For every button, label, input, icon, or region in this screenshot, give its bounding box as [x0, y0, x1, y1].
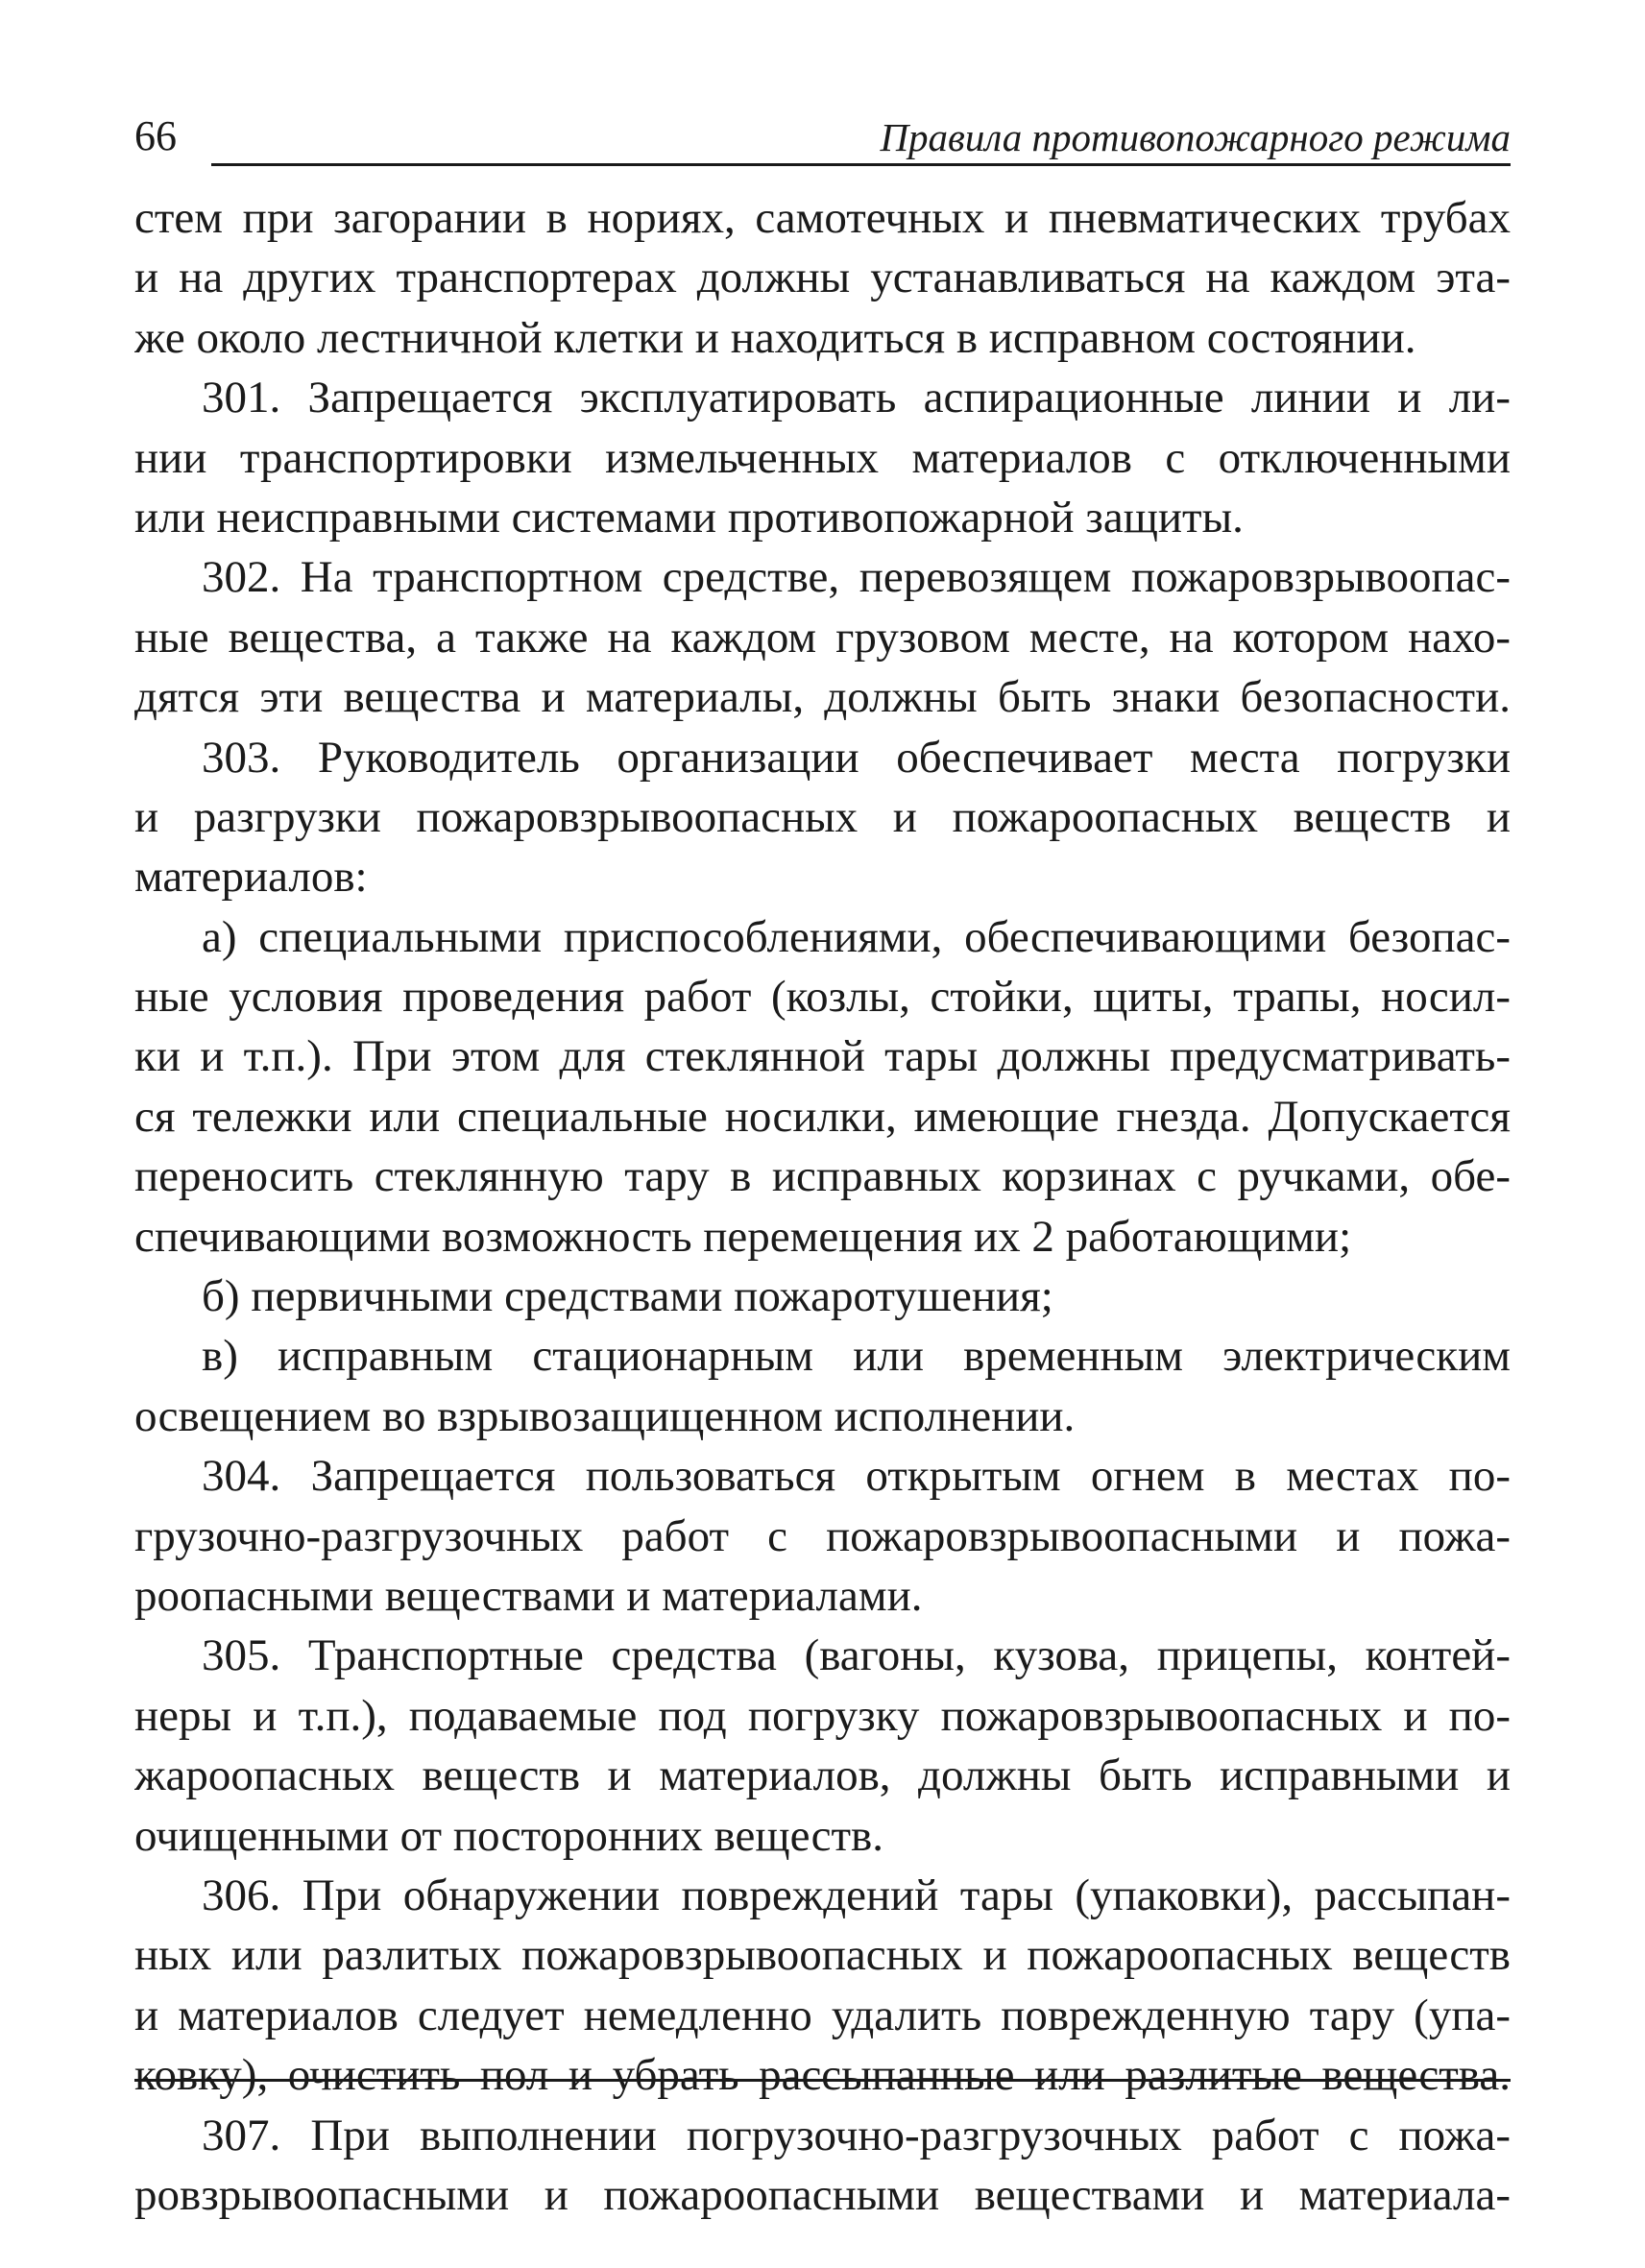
text-line: очищенными от посторонних веществ.: [134, 1810, 883, 1861]
page-number: 66: [134, 112, 177, 159]
text-line: 302. На транспортном средстве, перевозящем пожаровзрывоопас-: [202, 552, 1511, 603]
text-line: 306. При обнаружении повреждений тары (упаковки), рассыпан-: [202, 1870, 1511, 1920]
text-line: и на других транспортерах должны устанавливаться на каждом эта-: [134, 253, 1511, 303]
text-line: неры и т.п.), подаваемые под погрузку пожаровзрывоопасных и по-: [134, 1690, 1511, 1741]
text-line: ные вещества, а также на каждом грузовом месте, на котором нахо-: [134, 612, 1511, 663]
text-line: а) специальными приспособлениями, обеспечивающими безопас-: [202, 911, 1511, 962]
text-line: ных или разлитых пожаровзрывоопасных и пожароопасных веществ: [134, 1930, 1511, 1981]
text-line: освещением во взрывозащищенном исполнении.: [134, 1390, 1076, 1441]
bottom-rule: [134, 2079, 1511, 2082]
header-rule: [211, 163, 1511, 166]
text-line: и материалов следует немедленно удалить поврежденную тару (упа-: [134, 1990, 1511, 2040]
text-line: 301. Запрещается эксплуатировать аспирационные линии и ли-: [202, 373, 1511, 423]
text-line: и разгрузки пожаровзрывоопасных и пожароопасных веществ и: [134, 791, 1511, 842]
text-line: переносить стеклянную тару в исправных корзинах с ручками, обе-: [134, 1151, 1511, 1202]
page-header: [134, 113, 1511, 163]
text-line: ровзрывоопасными и пожароопасными веществами и материала-: [134, 2169, 1511, 2220]
text-line: в) исправным стационарным или временным электрическим: [202, 1331, 1511, 1382]
text-line: же около лестничной клетки и находиться в исправном состоянии.: [134, 312, 1416, 363]
text-line: роопасными веществами и материалами.: [134, 1570, 923, 1621]
text-line: 305. Транспортные средства (вагоны, кузова, прицепы, контей-: [202, 1630, 1511, 1681]
text-line: или неисправными системами противопожарной защиты.: [134, 492, 1244, 543]
text-line: 304. Запрещается пользоваться открытым огнем в местах по-: [202, 1451, 1511, 1502]
text-line: нии транспортировки измельченных материалов с отключенными: [134, 432, 1511, 483]
text-line: жароопасных веществ и материалов, должны быть исправными и: [134, 1750, 1511, 1801]
text-line: 303. Руководитель организации обеспечивает места погрузки: [202, 732, 1511, 783]
text-line: 307. При выполнении погрузочно-разгрузочных работ с пожа-: [202, 2110, 1511, 2160]
running-title: Правила противопожарного режима: [880, 115, 1511, 159]
text-line: грузочно-разгрузочных работ с пожаровзрывоопасными и пожа-: [134, 1510, 1511, 1561]
text-line: ся тележки или специальные носилки, имеющие гнезда. Допускается: [134, 1091, 1511, 1142]
text-line: материалов:: [134, 852, 368, 903]
text-line: б) первичными средствами пожаротушения;: [202, 1271, 1053, 1322]
text-line: ки и т.п.). При этом для стеклянной тары должны предусматривать-: [134, 1031, 1511, 1082]
text-line: ковку), очистить пол и убрать рассыпанные или разлитые вещества.: [134, 2050, 1511, 2101]
text-line: ные условия проведения работ (козлы, стойки, щиты, трапы, носил-: [134, 972, 1511, 1023]
text-line: дятся эти вещества и материалы, должны быть знаки безопасности.: [134, 672, 1511, 723]
text-line: спечивающими возможность перемещения их 2 работающими;: [134, 1211, 1352, 1262]
body-text: [134, 188, 1511, 2225]
text-line: стем при загорании в нориях, самотечных и пневматических трубах: [134, 193, 1511, 243]
